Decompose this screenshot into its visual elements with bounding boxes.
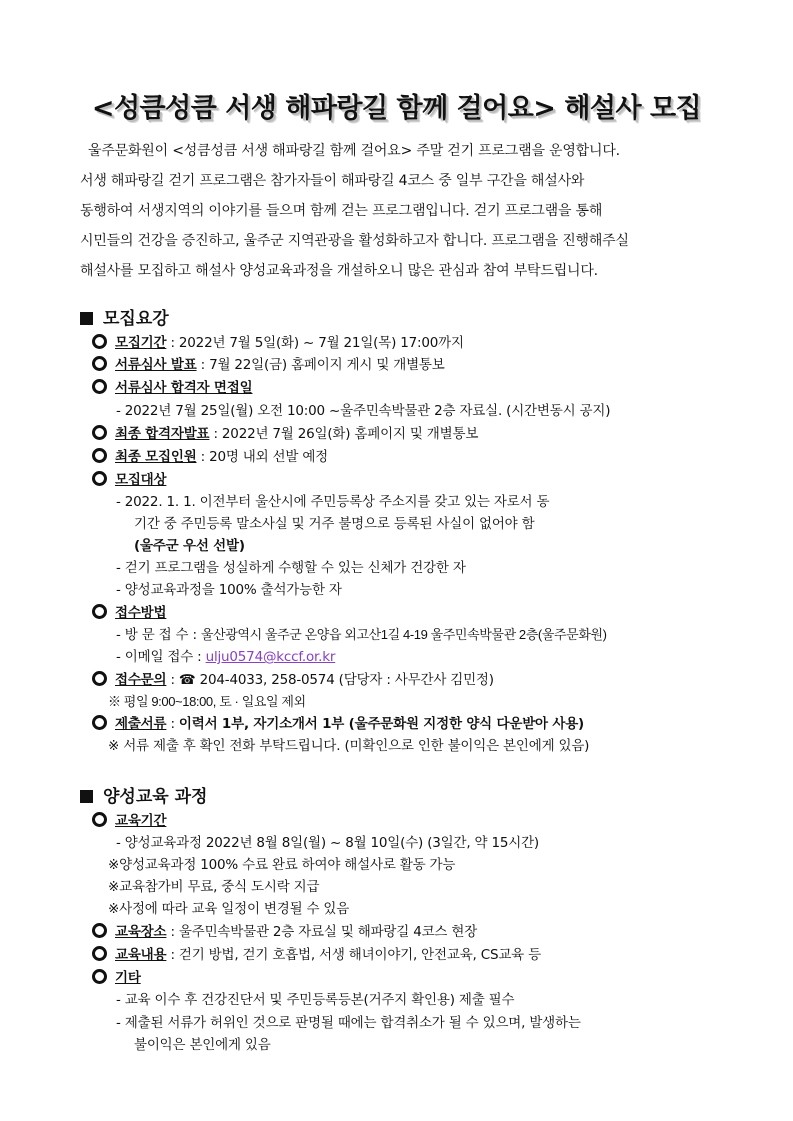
training-note: ※교육참가비 무료, 중식 도시락 지급	[108, 879, 320, 895]
final-headcount: 최종 모집인원 : 20명 내외 선발 예정	[92, 446, 328, 468]
etc-item: - 교육 이수 후 건강진단서 및 주민등록등본(거주지 확인용) 제출 필수	[116, 992, 515, 1008]
etc-item-cont: 불이익은 본인에게 있음	[134, 1037, 271, 1053]
intro-line: 해설사를 모집하고 해설사 양성교육과정을 개설하오니 많은 관심과 참여 부탁드립니다.	[80, 263, 598, 279]
circle-bullet-icon	[92, 812, 107, 827]
circle-bullet-icon	[92, 379, 107, 394]
circle-bullet-icon	[92, 671, 107, 686]
circle-bullet-icon	[92, 334, 107, 349]
final-announcement: 최종 합격자발표 : 2022년 7월 26일(화) 홈페이지 및 개별통보	[92, 423, 478, 445]
intro-line: 울주문화원이 <성큼성큼 서생 해파랑길 함께 걸어요> 주말 걷기 프로그램을 운영합니다.	[88, 143, 620, 159]
interview-detail: - 2022년 7월 25일(월) 오전 10:00 ~울주민속박물관 2층 자료실. (시간변동시 공지)	[116, 403, 611, 419]
email-link[interactable]: ulju0574@kccf.or.kr	[205, 649, 336, 665]
docs-note: ※ 서류 제출 후 확인 전화 부탁드립니다. (미확인으로 인한 불이익은 본인에게 있음)	[108, 738, 590, 754]
circle-bullet-icon	[92, 448, 107, 463]
inquiry: 접수문의 : ☎ 204-4033, 258-0574 (담당자 : 사무간사 김민정)	[92, 669, 494, 691]
target-item: - 양성교육과정을 100% 출석가능한 자	[116, 582, 342, 598]
doc-screening-result: 서류심사 발표 : 7월 22일(금) 홈페이지 게시 및 개별통보	[92, 354, 445, 376]
circle-bullet-icon	[92, 604, 107, 619]
target-priority: (울주군 우선 선발)	[134, 538, 245, 554]
training-note: ※양성교육과정 100% 수료 완료 하여야 해설사로 활동 가능	[108, 857, 456, 873]
page-title: <성큼성큼 서생 해파랑길 함께 걸어요> 해설사 모집	[91, 93, 702, 124]
intro-line: 서생 해파랑길 걷기 프로그램은 참가자들이 해파랑길 4코스 중 일부 구간을 해설사와	[80, 173, 585, 189]
circle-bullet-icon	[92, 969, 107, 984]
circle-bullet-icon	[92, 471, 107, 486]
application-method: 접수방법	[92, 602, 166, 624]
etc-item: - 제출된 서류가 허위인 것으로 판명될 때에는 합격취소가 될 수 있으며, 발생하는	[116, 1015, 581, 1031]
target-item: - 2022. 1. 1. 이전부터 울산시에 주민등록상 주소지를 갖고 있는 자로서 동	[116, 494, 550, 510]
target-item: - 걷기 프로그램을 성실하게 수행할 수 있는 신체가 건강한 자	[116, 560, 466, 576]
intro-line: 동행하여 서생지역의 이야기를 들으며 함께 걷는 프로그램입니다. 걷기 프로그램을 통해	[80, 203, 603, 219]
intro-paragraph	[80, 136, 720, 286]
interview-date: 서류심사 합격자 면접일	[92, 377, 252, 399]
inquiry-note: ※ 평일 9:00~18:00, 토 · 일요일 제외	[108, 694, 306, 709]
training-period: 교육기간	[92, 810, 166, 832]
training-note: ※사정에 따라 교육 일정이 변경될 수 있음	[108, 901, 350, 917]
method-email: - 이메일 접수 : ulju0574@kccf.or.kr	[116, 649, 336, 665]
submit-documents: 제출서류 : 이력서 1부, 자기소개서 1부 (울주문화원 지정한 양식 다운받아 사용)	[92, 713, 584, 735]
training-period-detail: - 양성교육과정 2022년 8월 8일(월) ~ 8월 10일(수) (3일간, 약 15시간)	[116, 835, 539, 851]
training-place: 교육장소 : 울주민속박물관 2층 자료실 및 해파랑길 4코스 현장	[92, 921, 477, 943]
training-content: 교육내용 : 걷기 방법, 걷기 호흡법, 서생 해녀이야기, 안전교육, CS교육 등	[92, 944, 541, 966]
circle-bullet-icon	[92, 715, 107, 730]
intro-line: 시민들의 건강을 증진하고, 울주군 지역관광을 활성화하고자 합니다. 프로그램을 진행해주실	[80, 233, 629, 249]
circle-bullet-icon	[92, 946, 107, 961]
square-bullet-icon	[80, 312, 93, 325]
section-heading-training: 양성교육 과정	[80, 784, 207, 810]
circle-bullet-icon	[92, 356, 107, 371]
visit-address: 울산광역시 울주군 온양읍 외고산1길 4-19 울주민속박물관 2층(울주문화원)	[200, 627, 607, 642]
circle-bullet-icon	[92, 425, 107, 440]
square-bullet-icon	[80, 790, 93, 803]
recruit-target: 모집대상	[92, 469, 166, 491]
training-etc: 기타	[92, 967, 141, 989]
circle-bullet-icon	[92, 923, 107, 938]
method-visit: - 방 문 접 수 : 울산광역시 울주군 온양읍 외고산1길 4-19 울주민속박물관 2층(울주문화원)	[116, 627, 607, 643]
target-item-cont: 기간 중 주민등록 말소사실 및 거주 불명으로 등록된 사실이 없어야 함	[134, 516, 535, 532]
recruit-period: 모집기간 : 2022년 7월 5일(화) ~ 7월 21일(목) 17:00까지	[92, 332, 464, 354]
section-heading-recruitment: 모집요강	[80, 306, 169, 332]
